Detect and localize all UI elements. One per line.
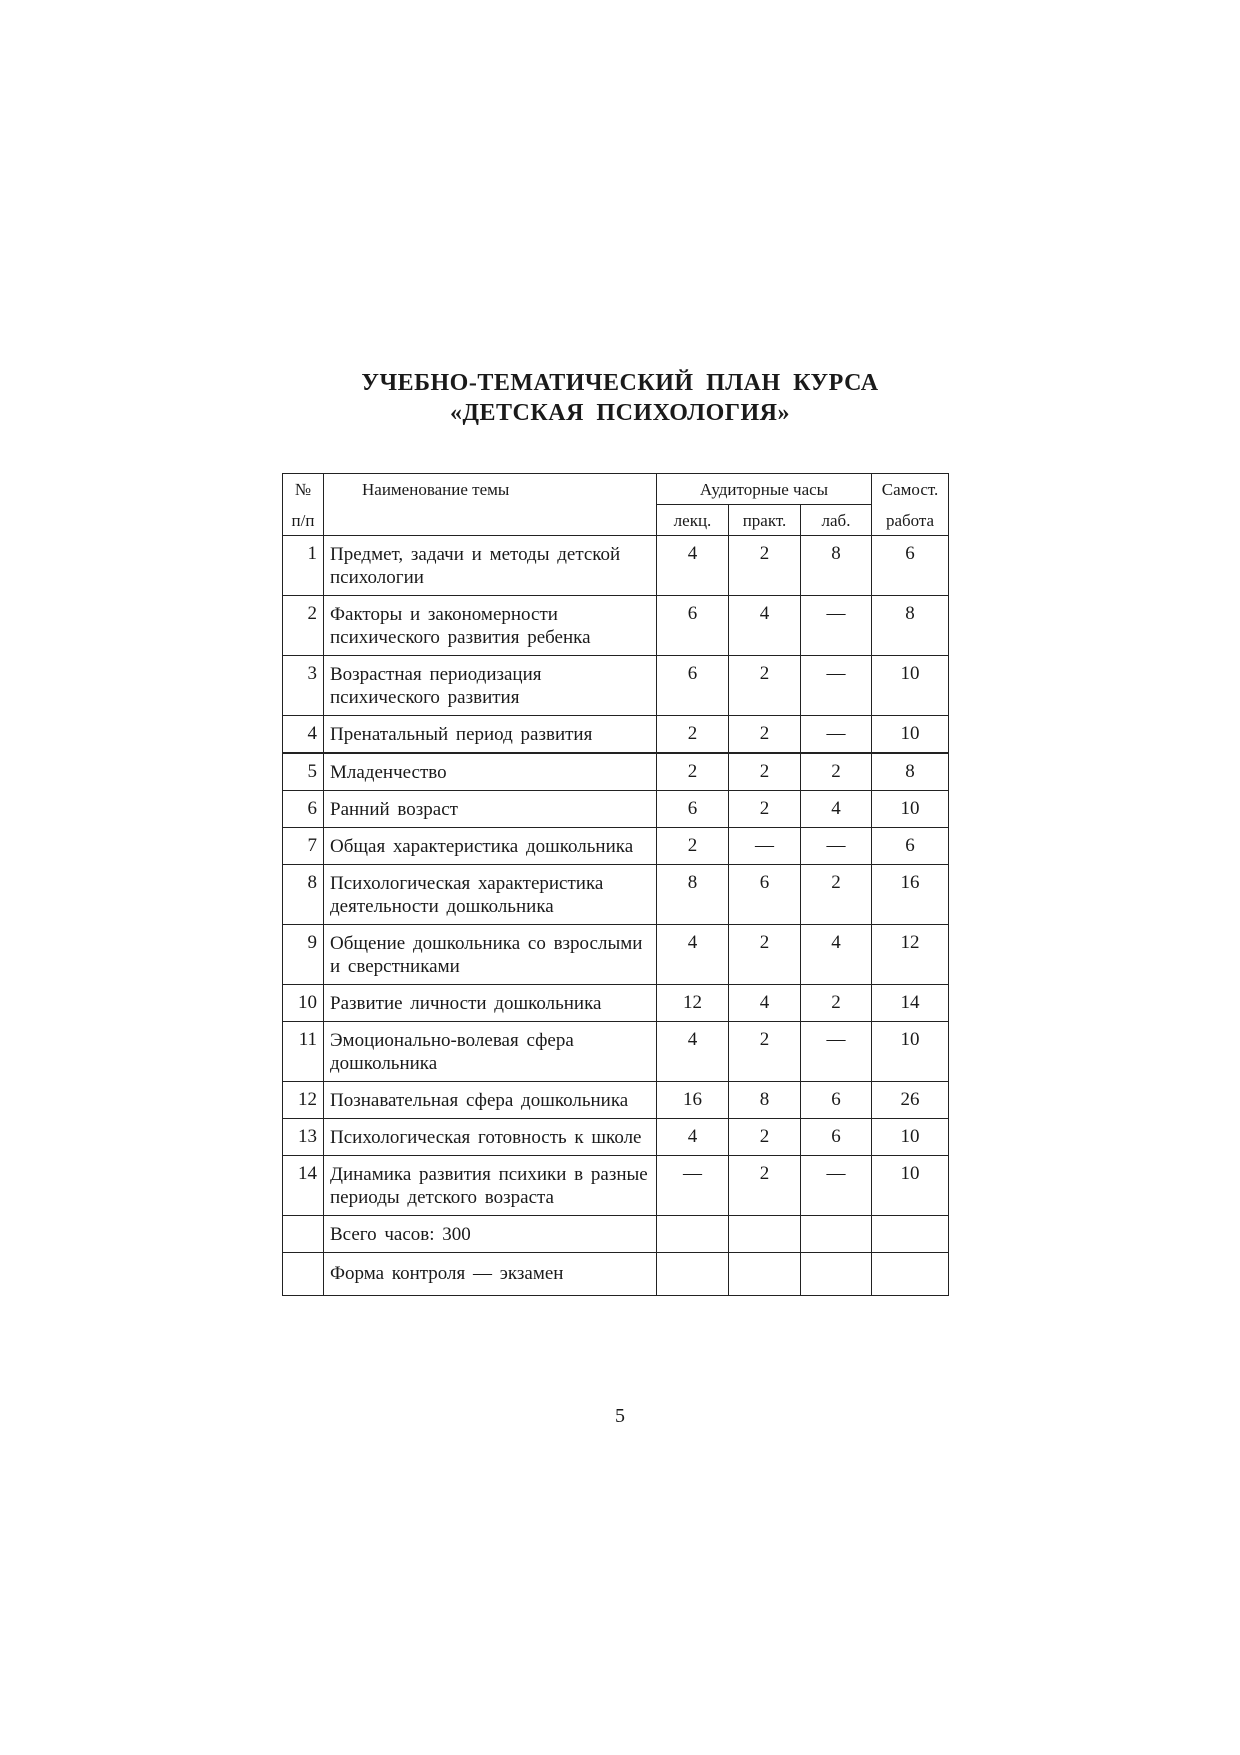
row-lectures: 2 — [657, 753, 729, 791]
row-labs: 4 — [801, 925, 872, 985]
total-row — [283, 1216, 949, 1253]
row-num: 11 — [283, 1022, 324, 1082]
row-num: 7 — [283, 828, 324, 865]
row-lectures: 6 — [657, 791, 729, 828]
row-practice: 2 — [729, 1156, 801, 1216]
row-labs: — — [801, 1156, 872, 1216]
row-num: 5 — [283, 753, 324, 791]
table-row — [283, 925, 949, 985]
row-self: 6 — [872, 828, 949, 865]
header-topic: Наименование темы — [324, 474, 657, 505]
row-num: 10 — [283, 985, 324, 1022]
table-row — [283, 656, 949, 716]
row-self: 26 — [872, 1082, 949, 1119]
row-lectures: 12 — [657, 985, 729, 1022]
row-self: 10 — [872, 716, 949, 754]
row-practice: 4 — [729, 596, 801, 656]
row-num: 9 — [283, 925, 324, 985]
row-practice: 2 — [729, 1022, 801, 1082]
row-num: 3 — [283, 656, 324, 716]
table-row — [283, 1119, 949, 1156]
row-num: 13 — [283, 1119, 324, 1156]
row-practice: — — [729, 828, 801, 865]
row-labs: 2 — [801, 985, 872, 1022]
header-num-sub: п/п — [283, 505, 324, 536]
row-self: 10 — [872, 1022, 949, 1082]
table-row — [283, 536, 949, 596]
header-self-work-sub: работа — [872, 505, 949, 536]
row-lectures: 16 — [657, 1082, 729, 1119]
title-line-2: «ДЕТСКАЯ ПСИХОЛОГИЯ» — [450, 400, 790, 426]
row-self: 6 — [872, 536, 949, 596]
curriculum-table — [282, 473, 949, 1296]
row-lectures: 4 — [657, 925, 729, 985]
header-practice: практ. — [729, 505, 801, 536]
table-row — [283, 1022, 949, 1082]
row-labs: — — [801, 716, 872, 754]
row-self: 8 — [872, 753, 949, 791]
row-num: 12 — [283, 1082, 324, 1119]
row-topic: Ранний возраст — [324, 791, 657, 828]
row-lectures: 6 — [657, 656, 729, 716]
row-practice: 2 — [729, 656, 801, 716]
row-topic: Общая характеристика дошкольника — [324, 828, 657, 865]
row-practice: 8 — [729, 1082, 801, 1119]
header-auditory-hours: Аудиторные часы — [657, 474, 872, 505]
row-topic: Пренатальный период развития — [324, 716, 657, 754]
row-num: 1 — [283, 536, 324, 596]
row-topic: Младенчество — [324, 753, 657, 791]
row-self: 10 — [872, 791, 949, 828]
row-practice: 4 — [729, 985, 801, 1022]
row-self: 10 — [872, 1156, 949, 1216]
table-row — [283, 753, 949, 791]
row-num: 6 — [283, 791, 324, 828]
table-row — [283, 865, 949, 925]
table-row — [283, 791, 949, 828]
row-topic: Познавательная сфера дошкольника — [324, 1082, 657, 1119]
row-topic: Факторы и закономерности психического развития ребенка — [324, 596, 657, 656]
row-topic: Психологическая характеристика деятельности дошкольника — [324, 865, 657, 925]
row-topic: Динамика развития психики в разные периоды детского возраста — [324, 1156, 657, 1216]
row-practice: 6 — [729, 865, 801, 925]
row-labs: — — [801, 656, 872, 716]
header-labs: лаб. — [801, 505, 872, 536]
row-labs: 6 — [801, 1119, 872, 1156]
row-self: 10 — [872, 656, 949, 716]
row-num: 8 — [283, 865, 324, 925]
row-lectures: 2 — [657, 828, 729, 865]
table-row — [283, 596, 949, 656]
row-practice: 2 — [729, 791, 801, 828]
header-num: № — [283, 474, 324, 505]
row-practice: 2 — [729, 753, 801, 791]
row-practice: 2 — [729, 1119, 801, 1156]
table-row — [283, 985, 949, 1022]
table-row — [283, 1156, 949, 1216]
row-practice: 2 — [729, 716, 801, 754]
table-row — [283, 828, 949, 865]
row-topic: Психологическая готовность к школе — [324, 1119, 657, 1156]
row-topic: Предмет, задачи и методы детской психологии — [324, 536, 657, 596]
row-topic: Возрастная периодизация психического развития — [324, 656, 657, 716]
row-self: 12 — [872, 925, 949, 985]
page-title — [0, 368, 1240, 428]
total-hours: Всего часов: 300 — [324, 1216, 657, 1253]
row-lectures: 2 — [657, 716, 729, 754]
row-self: 16 — [872, 865, 949, 925]
control-form: Форма контроля — экзамен — [324, 1253, 657, 1296]
row-lectures: — — [657, 1156, 729, 1216]
row-labs: 8 — [801, 536, 872, 596]
header-topic-sub — [324, 505, 657, 536]
row-self: 8 — [872, 596, 949, 656]
header-self-work: Самост. — [872, 474, 949, 505]
row-num: 2 — [283, 596, 324, 656]
row-labs: 2 — [801, 865, 872, 925]
row-lectures: 4 — [657, 1022, 729, 1082]
row-labs: 6 — [801, 1082, 872, 1119]
row-topic: Развитие личности дошкольника — [324, 985, 657, 1022]
row-labs: — — [801, 596, 872, 656]
row-self: 10 — [872, 1119, 949, 1156]
table-row — [283, 1082, 949, 1119]
row-lectures: 4 — [657, 1119, 729, 1156]
row-num: 14 — [283, 1156, 324, 1216]
row-lectures: 4 — [657, 536, 729, 596]
row-labs: 2 — [801, 753, 872, 791]
row-num: 4 — [283, 716, 324, 754]
table-row — [283, 716, 949, 754]
page-number: 5 — [615, 1405, 625, 1427]
header-row-1 — [283, 474, 949, 505]
row-practice: 2 — [729, 925, 801, 985]
control-row — [283, 1253, 949, 1296]
row-lectures: 6 — [657, 596, 729, 656]
title-line-1: УЧЕБНО-ТЕМАТИЧЕСКИЙ ПЛАН КУРСА — [361, 370, 879, 396]
row-topic: Эмоционально-волевая сфера дошкольника — [324, 1022, 657, 1082]
header-lectures: лекц. — [657, 505, 729, 536]
row-lectures: 8 — [657, 865, 729, 925]
header-row-2 — [283, 505, 949, 536]
row-topic: Общение дошкольника со взрослыми и сверстниками — [324, 925, 657, 985]
row-labs: — — [801, 1022, 872, 1082]
row-labs: 4 — [801, 791, 872, 828]
row-self: 14 — [872, 985, 949, 1022]
row-practice: 2 — [729, 536, 801, 596]
row-labs: — — [801, 828, 872, 865]
